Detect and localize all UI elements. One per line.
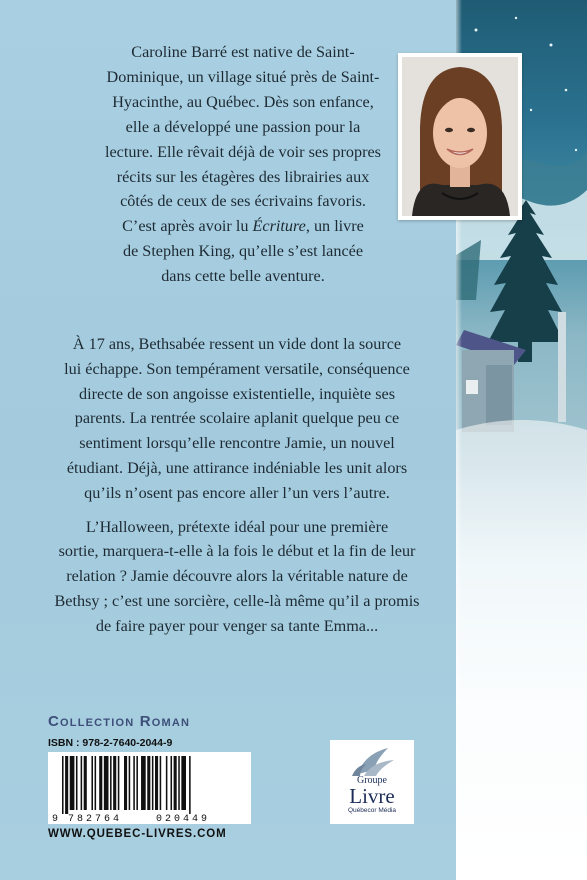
- barcode-bar: [129, 756, 131, 810]
- bio-line: elle a développé une passion pour la: [125, 117, 361, 136]
- barcode-bar: [178, 756, 180, 810]
- barcode-bar: [181, 756, 186, 810]
- barcode-bar: [166, 756, 168, 810]
- barcode-bar: [99, 756, 102, 810]
- bio-line: lecture. Elle rêvait déjà de voir ses propres: [105, 142, 381, 161]
- bio-line: Dominique, un village situé près de Saint-: [106, 67, 380, 86]
- author-photo: [398, 53, 522, 220]
- barcode-bar: [70, 756, 75, 810]
- synopsis-line: directe de son angoisse existentielle, inquiète ses: [78, 384, 395, 403]
- barcode-bar: [136, 756, 138, 810]
- bird-wings-icon: [330, 740, 414, 780]
- publisher-website: WWW.QUEBEC-LIVRES.COM: [48, 828, 227, 840]
- barcode-graphic: [48, 752, 251, 824]
- barcode-bar: [160, 756, 162, 810]
- barcode-bar: [113, 756, 116, 810]
- barcode-bar: [91, 756, 93, 810]
- barcode-bar: [155, 756, 158, 810]
- bio-line: de Stephen King, qu’elle s’est lancée: [122, 242, 364, 261]
- barcode-bar: [76, 756, 78, 810]
- barcode-digits-left: 782764: [68, 814, 123, 824]
- isbn-label: ISBN : 978-2-7640-2044-9: [48, 737, 173, 749]
- barcode-bar: [65, 756, 68, 814]
- barcode-bar: [124, 756, 127, 810]
- bio-line: [122, 217, 364, 235]
- barcode-bar: [84, 756, 87, 810]
- logo-media-text: Québecor Média: [347, 807, 397, 814]
- book-synopsis: [48, 332, 426, 648]
- barcode-bar: [81, 756, 83, 810]
- barcode-bar: [147, 756, 150, 810]
- barcode-digits-right: 020449: [156, 814, 211, 824]
- synopsis-line: étudiant. Déjà, une attirance indéniable les unit alors: [66, 458, 408, 477]
- barcode-bar: [189, 756, 191, 814]
- book-title-ecriture: Écriture: [252, 217, 306, 236]
- collection-label: Collection Roman: [48, 713, 191, 730]
- bio-line: côtés de ceux de ses écrivains favoris.: [120, 192, 366, 211]
- synopsis-line: sortie, marquera-t-elle à la fois le début et la fin de leur: [58, 542, 416, 561]
- synopsis-line: sentiment lorsqu’elle rencontre Jamie, un nouvel: [79, 434, 395, 453]
- barcode-bar: [171, 756, 173, 810]
- bio-line: Hyacinthe, au Québec. Dès son enfance,: [112, 92, 374, 111]
- barcode-bar: [110, 756, 112, 810]
- synopsis-line: qu’ils n’osent pas encore aller l’un vers l’autre.: [84, 483, 390, 502]
- logo-groupe-text: Groupe: [357, 775, 387, 786]
- synopsis-paragraph: [48, 332, 426, 506]
- barcode-bar: [104, 756, 109, 810]
- synopsis-line: lui échappe. Son tempérament versatile, conséquence: [64, 359, 410, 378]
- synopsis-paragraph: [48, 515, 426, 639]
- synopsis-line: parents. La rentrée scolaire aplanit quelque peu ce: [74, 409, 400, 428]
- bio-text: C’est après avoir lu: [122, 217, 253, 236]
- synopsis-line: Bethsy ; c’est une sorcière, celle-là même qu’il a promis: [54, 591, 420, 610]
- logo-livre-text: Livre: [349, 784, 395, 808]
- barcode-bar: [152, 756, 154, 810]
- barcode-bar: [118, 756, 120, 810]
- synopsis-line: L’Halloween, prétexte idéal pour une première: [85, 517, 389, 536]
- barcode-bar: [133, 756, 135, 810]
- barcode-bar: [62, 756, 64, 814]
- bio-text: , un livre: [305, 217, 364, 236]
- barcode-bar: [141, 756, 146, 810]
- publisher-logo: [330, 740, 414, 824]
- author-bio: [78, 40, 408, 289]
- bio-line: récits sur les étagères des librairies aux: [116, 167, 370, 186]
- synopsis-line: À 17 ans, Bethsabée ressent un vide dont la source: [72, 335, 402, 353]
- isbn-barcode: [48, 752, 251, 824]
- synopsis-line: relation ? Jamie découvre alors la véritable nature de: [66, 567, 408, 586]
- barcode-first-digit: 9: [52, 814, 59, 824]
- bio-line: dans cette belle aventure.: [161, 267, 325, 286]
- bio-line: Caroline Barré est native de Saint-: [131, 43, 355, 61]
- barcode-bar: [95, 756, 97, 810]
- barcode-bar: [174, 756, 177, 810]
- author-portrait-icon: [402, 57, 518, 216]
- synopsis-line: de faire payer pour venger sa tante Emma...: [95, 616, 379, 635]
